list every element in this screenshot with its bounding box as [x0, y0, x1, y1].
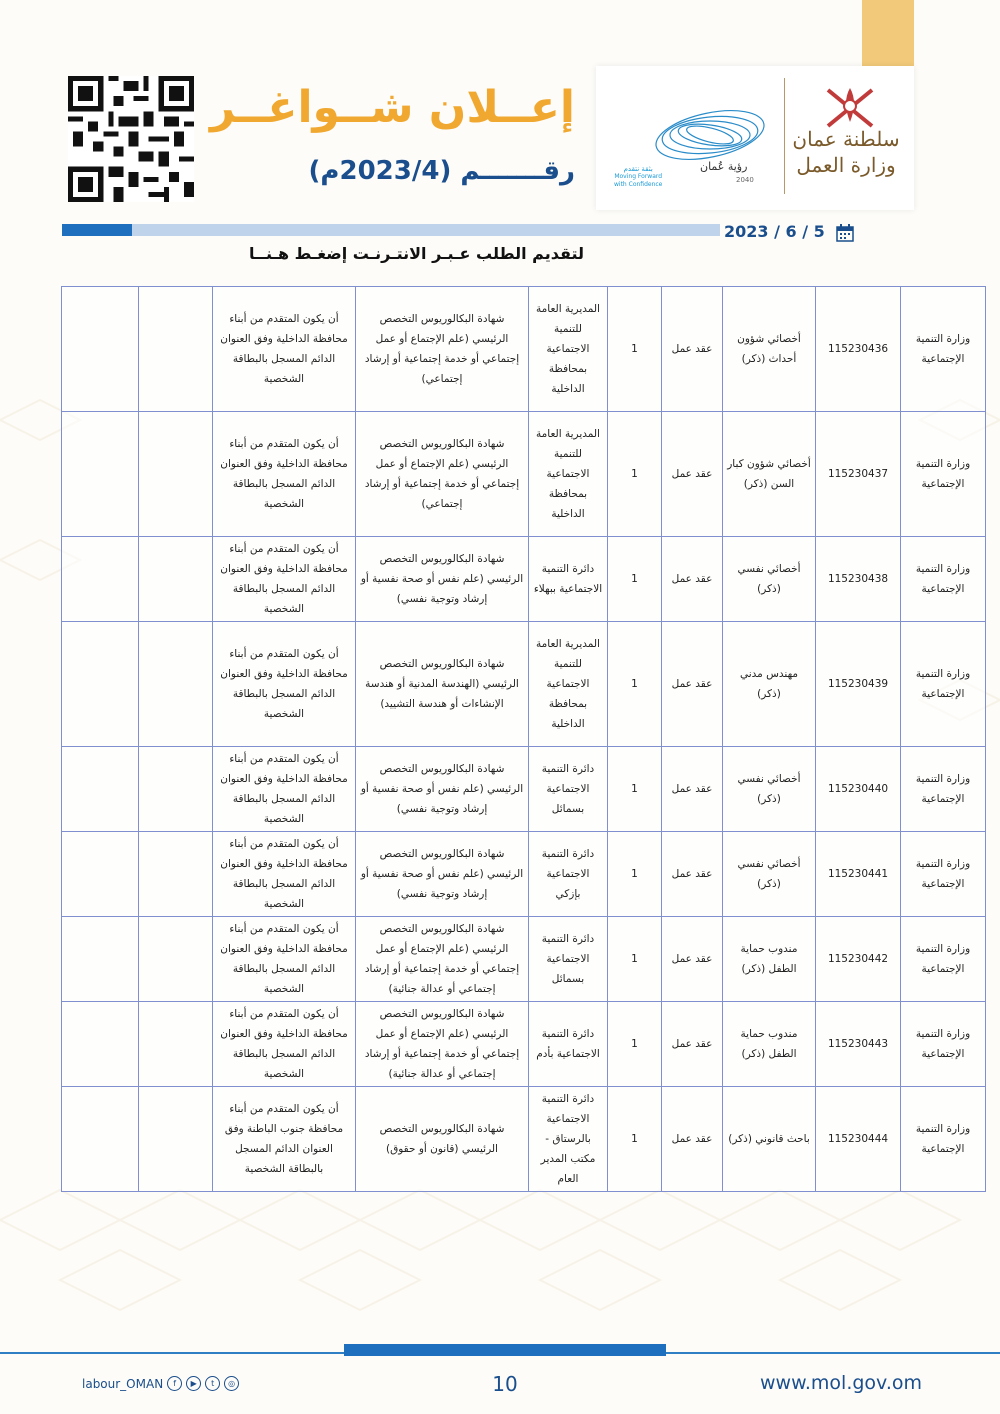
condition-cell: أن يكون المتقدم من أبناء محافظة الداخلية وفق العنوان الدائم المسجل بالبطاقة الشخصية — [213, 287, 356, 412]
contract-type-cell: عقد عمل — [662, 1087, 723, 1192]
job-code-cell: 115230436 — [816, 287, 901, 412]
tagline-en-2: with Confidence — [614, 181, 663, 188]
vacancy-count-cell: 1 — [608, 1002, 662, 1087]
contract-type-cell: عقد عمل — [662, 1002, 723, 1087]
unit-cell: وزارة التنمية الإجتماعية — [901, 1087, 986, 1192]
instagram-icon[interactable]: ◎ — [224, 1376, 239, 1391]
vacancies-table — [61, 286, 986, 1192]
qualification-cell: شهادة البكالوريوس التخصص الرئيسي (علم نفس أو صحة نفسية أو إرشاد وتوجية نفسي) — [356, 537, 529, 622]
contract-type-cell: عقد عمل — [662, 832, 723, 917]
header-divider-bar — [62, 224, 720, 236]
social-handle[interactable]: labour_OMAN — [82, 1376, 164, 1391]
condition-cell: أن يكون المتقدم من أبناء محافظة الداخلية وفق العنوان الدائم المسجل بالبطاقة الشخصية — [213, 1002, 356, 1087]
job-code-cell: 115230438 — [816, 537, 901, 622]
empty-cell — [62, 747, 139, 832]
table-row — [62, 287, 986, 412]
empty-cell — [62, 537, 139, 622]
gold-accent-bar — [862, 0, 914, 70]
job-code-cell: 115230440 — [816, 747, 901, 832]
table-row — [62, 917, 986, 1002]
contract-type-cell: عقد عمل — [662, 747, 723, 832]
vacancy-count-cell: 1 — [608, 412, 662, 537]
empty-cell — [139, 917, 213, 1002]
job-title-cell: مندوب حماية الطفل (ذكر) — [723, 1002, 816, 1087]
condition-cell: أن يكون المتقدم من أبناء محافظة الداخلية وفق العنوان الدائم المسجل بالبطاقة الشخصية — [213, 537, 356, 622]
website-link[interactable]: www.mol.gov.om — [760, 1372, 922, 1394]
condition-cell: أن يكون المتقدم من أبناء محافظة الداخلية وفق العنوان الدائم المسجل بالبطاقة الشخصية — [213, 747, 356, 832]
vacancy-count-cell: 1 — [608, 287, 662, 412]
twitter-icon[interactable]: t — [205, 1376, 220, 1391]
number-value: (2023/4م) — [308, 156, 452, 186]
logo-divider — [784, 78, 785, 194]
job-title-cell: أخصائي نفسي (ذكر) — [723, 537, 816, 622]
empty-cell — [62, 832, 139, 917]
apply-online-link[interactable]: لتقديم الطلب عـبـر الانتـرنـت إضغـط هـنــا — [249, 244, 584, 263]
ministry-line2: وزارة العمل — [796, 153, 896, 177]
contract-type-cell: عقد عمل — [662, 287, 723, 412]
work-place-cell: دائرة التنمية الاجتماعية بإزكي — [529, 832, 608, 917]
work-place-cell: المديرية العامة للتنمية الاجتماعية بمحافظة الداخلية — [529, 622, 608, 747]
job-title-cell: مندوب حماية الطفل (ذكر) — [723, 917, 816, 1002]
social-links — [82, 1376, 239, 1391]
table-row — [62, 747, 986, 832]
contract-type-cell: عقد عمل — [662, 537, 723, 622]
job-title-cell: أخصائي نفسي (ذكر) — [723, 832, 816, 917]
qualification-cell: شهادة البكالوريوس التخصص الرئيسي (قانون أو حقوق) — [356, 1087, 529, 1192]
tagline — [614, 165, 662, 189]
unit-cell: وزارة التنمية الإجتماعية — [901, 287, 986, 412]
unit-cell: وزارة التنمية الإجتماعية — [901, 622, 986, 747]
empty-cell — [139, 1002, 213, 1087]
contract-type-cell: عقد عمل — [662, 917, 723, 1002]
calendar-icon — [836, 224, 854, 242]
job-code-cell: 115230444 — [816, 1087, 901, 1192]
work-place-cell: دائرة التنمية الاجتماعية بأدم — [529, 1002, 608, 1087]
job-code-cell: 115230439 — [816, 622, 901, 747]
condition-cell: أن يكون المتقدم من أبناء محافظة الداخلية وفق العنوان الدائم المسجل بالبطاقة الشخصية — [213, 832, 356, 917]
job-title-cell: أخصائي شؤون كبار السن (ذكر) — [723, 412, 816, 537]
empty-cell — [139, 622, 213, 747]
unit-cell: وزارة التنمية الإجتماعية — [901, 917, 986, 1002]
empty-cell — [62, 1087, 139, 1192]
facebook-icon[interactable]: f — [167, 1376, 182, 1391]
empty-cell — [139, 747, 213, 832]
work-place-cell: دائرة التنمية الاجتماعية ببهلاء — [529, 537, 608, 622]
work-place-cell: دائرة التنمية الاجتماعية بسمائل — [529, 747, 608, 832]
job-code-cell: 115230443 — [816, 1002, 901, 1087]
job-title-cell: باحث قانوني (ذكر) — [723, 1087, 816, 1192]
ministry-logo-text — [786, 126, 906, 178]
empty-cell — [139, 1087, 213, 1192]
vacancy-count-cell: 1 — [608, 537, 662, 622]
date-text: 2023 / 6 / 5 — [724, 222, 825, 241]
job-code-cell: 115230437 — [816, 412, 901, 537]
work-place-cell: دائرة التنمية الاجتماعية بسمائل — [529, 917, 608, 1002]
condition-cell: أن يكون المتقدم من أبناء محافظة جنوب الباطنة وفق العنوان الدائم المسجل بالبطاقة الشخصية — [213, 1087, 356, 1192]
qr-code-icon[interactable] — [68, 76, 194, 202]
table-row — [62, 622, 986, 747]
job-title-cell: أخصائي نفسي (ذكر) — [723, 747, 816, 832]
tagline-en-1: Moving Forward — [614, 173, 663, 180]
ministry-line1: سلطنة عمان — [792, 127, 900, 151]
condition-cell: أن يكون المتقدم من أبناء محافظة الداخلية وفق العنوان الدائم المسجل بالبطاقة الشخصية — [213, 917, 356, 1002]
table-row — [62, 832, 986, 917]
job-title-cell: أخصائي شؤون أحداث (ذكر) — [723, 287, 816, 412]
tagline-ar: بثقة نتقدم — [623, 165, 653, 173]
contract-type-cell: عقد عمل — [662, 412, 723, 537]
qualification-cell: شهادة البكالوريوس التخصص الرئيسي (علم الإجتماع أو عمل إجتماعي أو خدمة إجتماعية أو إرشاد إجتماعي أو عدالة جنائية) — [356, 1002, 529, 1087]
vision-2040-year: 2040 — [736, 176, 754, 184]
work-place-cell: المديرية العامة للتنمية الاجتماعية بمحافظة الداخلية — [529, 287, 608, 412]
oman-emblem-icon — [822, 82, 878, 130]
empty-cell — [139, 412, 213, 537]
number-label: رقـــــــم — [460, 156, 575, 186]
footer-accent-bar — [344, 1344, 666, 1356]
table-row — [62, 412, 986, 537]
condition-cell: أن يكون المتقدم من أبناء محافظة الداخلية وفق العنوان الدائم المسجل بالبطاقة الشخصية — [213, 622, 356, 747]
vacancy-count-cell: 1 — [608, 622, 662, 747]
table-row — [62, 1087, 986, 1192]
unit-cell: وزارة التنمية الإجتماعية — [901, 832, 986, 917]
job-code-cell: 115230441 — [816, 832, 901, 917]
work-place-cell: المديرية العامة للتنمية الاجتماعية بمحافظة الداخلية — [529, 412, 608, 537]
job-title-cell: مهندس مدني (ذكر) — [723, 622, 816, 747]
condition-cell: أن يكون المتقدم من أبناء محافظة الداخلية وفق العنوان الدائم المسجل بالبطاقة الشخصية — [213, 412, 356, 537]
vacancy-count-cell: 1 — [608, 832, 662, 917]
vacancy-count-cell: 1 — [608, 747, 662, 832]
unit-cell: وزارة التنمية الإجتماعية — [901, 747, 986, 832]
qualification-cell: شهادة البكالوريوس التخصص الرئيسي (علم الإجتماع أو عمل إجتماعي أو خدمة إجتماعية أو إرشاد إجتماعي أو عدالة جنائية) — [356, 917, 529, 1002]
vision-2040-text: رؤية عُمان — [700, 160, 748, 173]
empty-cell — [139, 832, 213, 917]
qualification-cell: شهادة البكالوريوس التخصص الرئيسي (الهندسة المدنية أو هندسة الإنشاءات أو هندسة التشييد) — [356, 622, 529, 747]
table-row — [62, 1002, 986, 1087]
qualification-cell: شهادة البكالوريوس التخصص الرئيسي (علم نفس أو صحة نفسية أو إرشاد وتوجية نفسي) — [356, 747, 529, 832]
page-title: إعــلان شــواغــر — [209, 82, 575, 133]
contract-type-cell: عقد عمل — [662, 622, 723, 747]
job-code-cell: 115230442 — [816, 917, 901, 1002]
work-place-cell: دائرة التنمية الاجتماعية بالرستاق - مكتب المدير العام — [529, 1087, 608, 1192]
table-row — [62, 537, 986, 622]
empty-cell — [139, 537, 213, 622]
empty-cell — [62, 412, 139, 537]
page-number: 10 — [492, 1372, 518, 1396]
qualification-cell: شهادة البكالوريوس التخصص الرئيسي (علم نفس أو صحة نفسية أو إرشاد وتوجية نفسي) — [356, 832, 529, 917]
empty-cell — [62, 287, 139, 412]
vacancy-count-cell: 1 — [608, 1087, 662, 1192]
empty-cell — [62, 622, 139, 747]
empty-cell — [62, 1002, 139, 1087]
empty-cell — [139, 287, 213, 412]
unit-cell: وزارة التنمية الإجتماعية — [901, 537, 986, 622]
unit-cell: وزارة التنمية الإجتماعية — [901, 1002, 986, 1087]
vacancy-count-cell: 1 — [608, 917, 662, 1002]
qualification-cell: شهادة البكالوريوس التخصص الرئيسي (علم الإجتماع أو عمل إجتماعي أو خدمة إجتماعية أو إرشاد إجتماعي) — [356, 412, 529, 537]
empty-cell — [62, 917, 139, 1002]
unit-cell: وزارة التنمية الإجتماعية — [901, 412, 986, 537]
announcement-date — [724, 222, 854, 242]
announcement-number — [205, 156, 575, 186]
youtube-icon[interactable]: ▶ — [186, 1376, 201, 1391]
qualification-cell: شهادة البكالوريوس التخصص الرئيسي (علم الإجتماع أو عمل إجتماعي أو خدمة إجتماعية أو إرشاد إجتماعي) — [356, 287, 529, 412]
